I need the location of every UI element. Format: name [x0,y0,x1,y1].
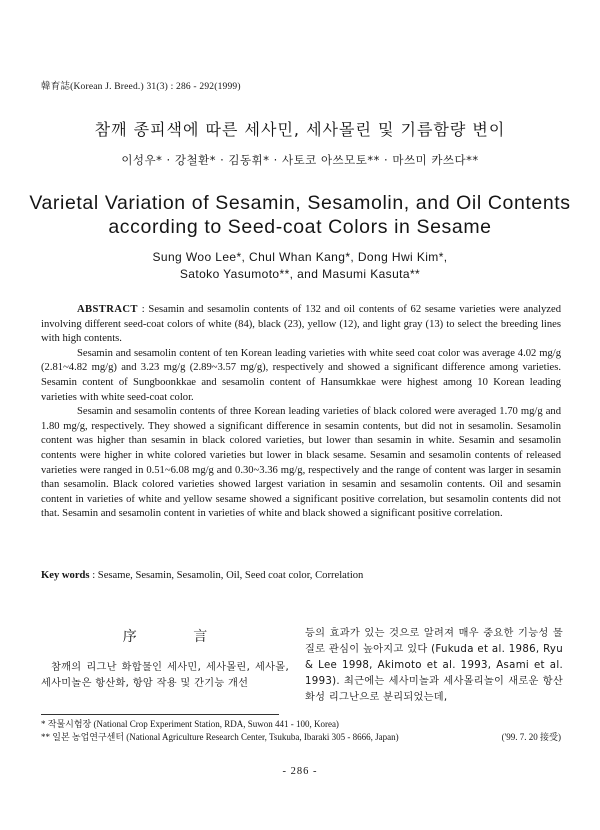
abstract-text: : Sesamin and sesamolin contents of 132 and oil contents of 62 sesame varieties were analyzed involving different seed-coat colors of white (84), black (23), yellow (12), and light gray (13) to select the breeding lines with high contents. [41,304,561,345]
english-authors-line: Satoko Yasumoto**, and Masumi Kasuta** [179,267,421,281]
section-heading: 序 言 [122,629,234,645]
english-title [0,191,600,239]
english-title-line: Varietal Variation of Sesamin, Sesamolin, and Oil Contents [29,192,571,214]
body-text-left: 참깨의 리그난 화합물인 세사민, 세사몰린, 세사몰, 세사미놀은 항산화, 항암 작용 및 간기능 개선 [41,662,289,689]
page-number: - 286 - [282,766,318,777]
footnote-divider [41,714,279,715]
keywords-text: : Sesame, Sesamin, Sesamolin, Oil, Seed coat color, Correlation [92,570,364,581]
abstract-paragraph: Sesamin and sesamolin contents of three Korean leading varieties of black colored were averaged 1.70 mg/g and 1.80 mg/g, respectively. They showed a significant difference in sesamin contents, but did not in sesamolin. Sesamolin content was higher than sesamin in black colored varieties, but lower than sesamin in white. Sesamin and sesamolin contents were higher in white colored varieties but lower in black sesame. Sesamin and sesamolin contents of released varieties were ranged in 0.51~6.08 mg/g and 0.30~3.36 mg/g, respectively and the range of content was larger in sesamin than sesamolin. Black colored varieties showed largest variation in sesamin and sesamolin contents. Oil and sesamin content in varieties of white and yellow sesame showed a significant positive correlation, but sesamolin contents did not that. Sesamin and sesamolin content in varieties of white and black showed a significant positive correlation. [41,406,561,520]
abstract-label: ABSTRACT [77,304,138,315]
body-left-column [41,626,289,692]
footnote-affiliation: * 작물시험장 (National Crop Experiment Station, RDA, Suwon 441 - 100, Korea) [41,719,339,729]
abstract-paragraph [41,303,561,347]
journal-citation: 韓育誌(Korean J. Breed.) 31(3) : 286 - 292(1999) [41,82,241,92]
footnote-affiliation: ** 일본 농업연구센터 (National Agriculture Research Center, Tsukuba, Ibaraki 305 - 8666, Japan) [41,731,399,742]
body-right-column [305,626,563,706]
body-text-right: 등의 효과가 있는 것으로 알려져 매우 중요한 기능성 물질로 관심이 높아지고 있다 (Fukuda et al. 1986, Ryu & Lee 1998, Akimoto et al. 1993, Asami et al. 1993). 최근에는 세사미놀과 세사몰리놀이 새로운 항산화성 리그난으로 분리되었는데, [305,628,563,703]
english-authors-line: Sung Woo Lee*, Chul Whan Kang*, Dong Hwi Kim*, [152,250,448,264]
keywords [41,570,561,581]
received-date: ('99. 7. 20 接受) [501,731,561,742]
abstract [41,303,561,522]
korean-authors: 이성우* · 강철환* · 김동휘* · 사토코 아쓰모토** · 마쓰미 카쓰다** [121,153,479,167]
footnotes [41,718,561,743]
keywords-label: Key words [41,570,90,581]
english-authors [0,249,600,283]
abstract-paragraph: Sesamin and sesamolin content of ten Korean leading varieties with white seed coat color was average 4.02 mg/g (2.81~4.82 mg/g) and 3.23 mg/g (2.89~3.57 mg/g), respectively and showed a significant difference among varieties. Sesamin content of Sungboonkkae and sesamolin content of Hansumkkae were highest among 10 Korean leading varieties with white seed-coat color. [41,347,561,403]
english-title-line: according to Seed-coat Colors in Sesame [108,216,492,238]
footnote-row [41,731,561,744]
korean-title: 참깨 종피색에 따른 세사민, 세사몰린 및 기름함량 변이 [94,120,506,139]
